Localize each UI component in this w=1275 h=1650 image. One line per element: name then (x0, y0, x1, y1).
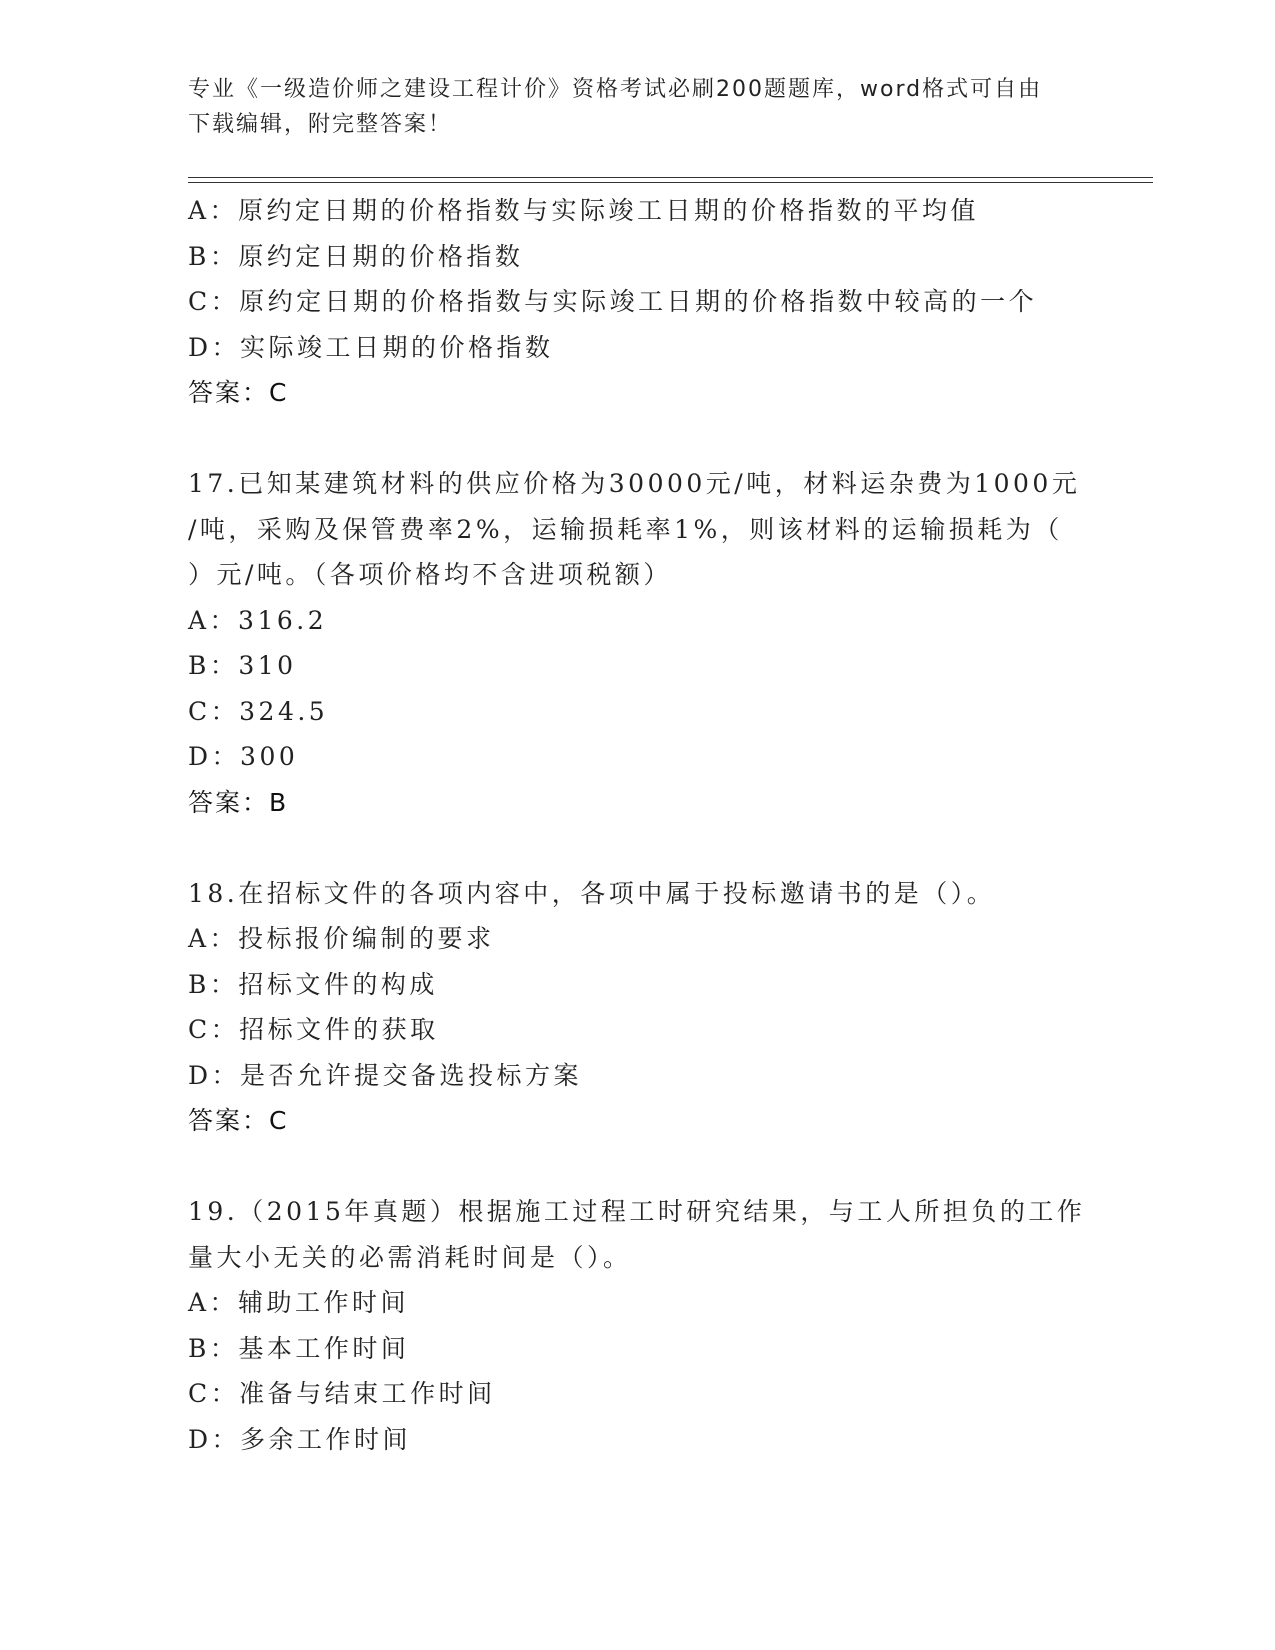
header-divider (188, 177, 1153, 183)
question-text-line-1: 17.已知某建筑材料的供应价格为30000元/吨，材料运杂费为1000元 (188, 469, 1081, 498)
option-b: B：招标文件的构成 (188, 969, 438, 999)
question-list (188, 188, 1088, 1462)
question-18 (188, 871, 1088, 1144)
question-text-line-2: 量大小无关的必需消耗时间是（）。 (188, 1242, 632, 1272)
option-a: A：原约定日期的价格指数与实际竣工日期的价格指数的平均值 (188, 196, 980, 225)
question-16 (188, 188, 1088, 416)
spacer (188, 416, 1088, 462)
question-text-line-3: ）元/吨。（各项价格均不含进项税额） (188, 560, 672, 589)
header-line-1: 专业《一级造价师之建设工程计价》资格考试必刷200题题库，word格式可自由 (188, 77, 1043, 102)
question-19 (188, 1189, 1088, 1462)
question-text-line-1: 19.（2015年真题）根据施工过程工时研究结果，与工人所担负的工作 (188, 1197, 1086, 1226)
option-d: D：实际竣工日期的价格指数 (188, 332, 554, 362)
answer: 答案：C (188, 378, 289, 407)
option-c: C：招标文件的获取 (188, 1015, 439, 1044)
question-text-line-2: /吨，采购及保管费率2%，运输损耗率1%，则该材料的运输损耗为（ (188, 514, 1063, 544)
option-c: C：324.5 (188, 696, 329, 726)
option-d: D：是否允许提交备选投标方案 (188, 1060, 583, 1090)
answer: 答案：B (188, 787, 289, 817)
spacer (188, 1144, 1088, 1190)
option-c: C：准备与结束工作时间 (188, 1379, 496, 1408)
option-d: D：多余工作时间 (188, 1424, 412, 1454)
option-a: A：316.2 (188, 605, 328, 635)
option-d: D：300 (188, 742, 299, 771)
option-b: B：基本工作时间 (188, 1333, 410, 1363)
question-17 (188, 461, 1088, 825)
option-b: B：原约定日期的价格指数 (188, 241, 524, 271)
option-c: C：原约定日期的价格指数与实际竣工日期的价格指数中较高的一个 (188, 287, 1038, 316)
question-text-line-1: 18.在招标文件的各项内容中，各项中属于投标邀请书的是（）。 (188, 878, 996, 908)
document-header (188, 72, 1088, 142)
spacer (188, 825, 1088, 871)
answer: 答案：C (188, 1106, 289, 1135)
option-b: B：310 (188, 651, 297, 680)
header-line-2: 下载编辑，附完整答案！ (188, 112, 453, 137)
option-a: A：投标报价编制的要求 (188, 924, 495, 953)
option-a: A：辅助工作时间 (188, 1288, 410, 1317)
